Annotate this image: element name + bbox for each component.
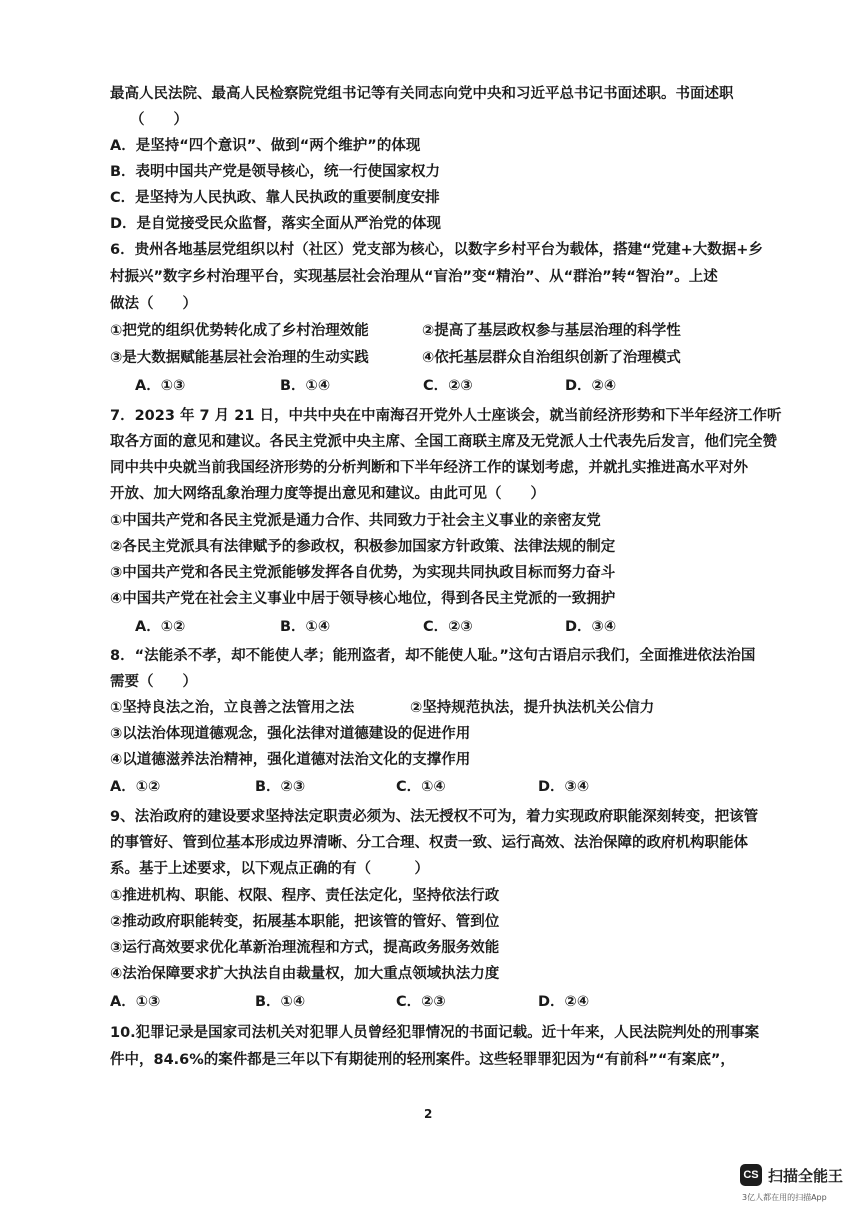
q8-choice-b: B．②③	[255, 779, 306, 795]
q6-item-3: ③是大数据赋能基层社会治理的生动实践	[110, 350, 369, 366]
q7-choice-c: C．②③	[423, 619, 473, 635]
q9-item-4: ④法治保障要求扩大执法自由裁量权，加大重点领域执法力度	[110, 966, 500, 982]
q7-choice-b: B．①④	[280, 619, 331, 635]
q7-item-3: ③中国共产党和各民主党派能够发挥各自优势，为实现共同执政目标而努力奋斗	[110, 565, 616, 581]
q9-choice-d: D．②④	[538, 994, 590, 1010]
q6-stem-line-1: 6．贵州各地基层党组织以村（社区）党支部为核心，以数字乡村平台为载体，搭建“党建+大数据+乡	[110, 242, 763, 258]
q5-option-d: D．是自觉接受民众监督，落实全面从严治党的体现	[110, 216, 442, 232]
q7-choice-d: D．③④	[565, 619, 617, 635]
q8-item-4: ④以道德滋养法治精神，强化道德对法治文化的支撑作用	[110, 752, 471, 768]
q6-item-2: ②提高了基层政权参与基层治理的科学性	[422, 323, 681, 339]
q6-choice-c: C．②③	[423, 378, 473, 394]
q8-item-2: ②坚持规范执法，提升执法机关公信力	[410, 700, 655, 716]
q8-choice-d: D．③④	[538, 779, 590, 795]
q10-stem-line-2: 件中，84.6%的案件都是三年以下有期徒刑的轻刑案件。这些轻罪罪犯因为“有前科”“有案底”，	[110, 1052, 735, 1068]
q5-answer-bracket: （ ）	[130, 112, 188, 128]
q7-choice-a: A．①②	[135, 619, 186, 635]
q5-option-c: C．是坚持为人民执政、靠人民执政的重要制度安排	[110, 190, 440, 206]
q9-stem-line-3: 系。基于上述要求，以下观点正确的有（ ）	[110, 861, 429, 877]
q7-stem-line-4: 开放、加大网络乱象治理力度等提出意见和建议。由此可见（ ）	[110, 486, 545, 502]
q6-choice-b: B．①④	[280, 378, 331, 394]
q6-item-4: ④依托基层群众自治组织创新了治理模式	[422, 350, 681, 366]
q5-option-b: B．表明中国共产党是领导核心，统一行使国家权力	[110, 164, 441, 180]
q6-choice-d: D．②④	[565, 378, 617, 394]
q6-item-1: ①把党的组织优势转化成了乡村治理效能	[110, 323, 369, 339]
q9-item-3: ③运行高效要求优化革新治理流程和方式，提高政务服务效能	[110, 940, 500, 956]
page-number: 2	[424, 1107, 433, 1121]
q9-item-2: ②推动政府职能转变，拓展基本职能，把该管的管好、管到位	[110, 914, 500, 930]
q8-item-3: ③以法治体现道德观念，强化法律对道德建设的促进作用	[110, 726, 471, 742]
q5-stem: 最高人民法院、最高人民检察院党组书记等有关同志向党中央和习近平总书记书面述职。书面述职	[110, 86, 734, 102]
q10-stem-line-1: 10.犯罪记录是国家司法机关对犯罪人员曾经犯罪情况的书面记载。近十年来，人民法院判处的刑事案	[110, 1025, 760, 1041]
q7-stem-line-2: 取各方面的意见和建议。各民主党派中央主席、全国工商联主席及无党派人士代表先后发言，他们完全赞	[110, 434, 777, 450]
q9-choice-c: C．②③	[396, 994, 446, 1010]
q8-choice-c: C．①④	[396, 779, 446, 795]
q8-choice-a: A．①②	[110, 779, 161, 795]
watermark-tagline: 3亿人都在用的扫描App	[742, 1193, 827, 1202]
q9-stem-line-1: 9、法治政府的建设要求坚持法定职责必须为、法无授权不可为，着力实现政府职能深刻转变，把该管	[110, 809, 759, 825]
q6-choice-a: A．①③	[135, 378, 186, 394]
q7-item-2: ②各民主党派具有法律赋予的参政权，积极参加国家方针政策、法律法规的制定	[110, 539, 616, 555]
q8-item-1: ①坚持良法之治，立良善之法管用之法	[110, 700, 355, 716]
q7-stem-line-1: 7．2023 年 7 月 21 日，中共中央在中南海召开党外人士座谈会，就当前经济形势和下半年经济工作听	[110, 408, 782, 424]
q9-stem-line-2: 的事管好、管到位基本形成边界清晰、分工合理、权责一致、运行高效、法治保障的政府机构职能体	[110, 835, 748, 851]
q9-item-1: ①推进机构、职能、权限、程序、责任法定化，坚持依法行政	[110, 888, 500, 904]
q8-stem-line-1: 8．“法能杀不孝，却不能使人孝；能刑盗者，却不能使人耻。”这句古语启示我们，全面推进依法治国	[110, 648, 756, 664]
q9-choice-b: B．①④	[255, 994, 306, 1010]
q7-stem-line-3: 同中共中央就当前我国经济形势的分析判断和下半年经济工作的谋划考虑，并就扎实推进高水平对外	[110, 460, 748, 476]
q5-option-a: A．是坚持“四个意识”、做到“两个维护”的体现	[110, 138, 421, 154]
q7-item-1: ①中国共产党和各民主党派是通力合作、共同致力于社会主义事业的亲密友党	[110, 513, 601, 529]
watermark-app-name: 扫描全能王	[768, 1167, 844, 1185]
camscanner-logo-icon: CS	[740, 1164, 762, 1186]
q9-choice-a: A．①③	[110, 994, 161, 1010]
q6-stem-line-2: 村振兴”数字乡村治理平台，实现基层社会治理从“盲治”变“精治”、从“群治”转“智治”。上述	[110, 269, 718, 285]
q7-item-4: ④中国共产党在社会主义事业中居于领导核心地位，得到各民主党派的一致拥护	[110, 591, 616, 607]
q6-stem-line-3: 做法（ ）	[110, 296, 197, 312]
q8-stem-line-2: 需要（ ）	[110, 674, 197, 690]
